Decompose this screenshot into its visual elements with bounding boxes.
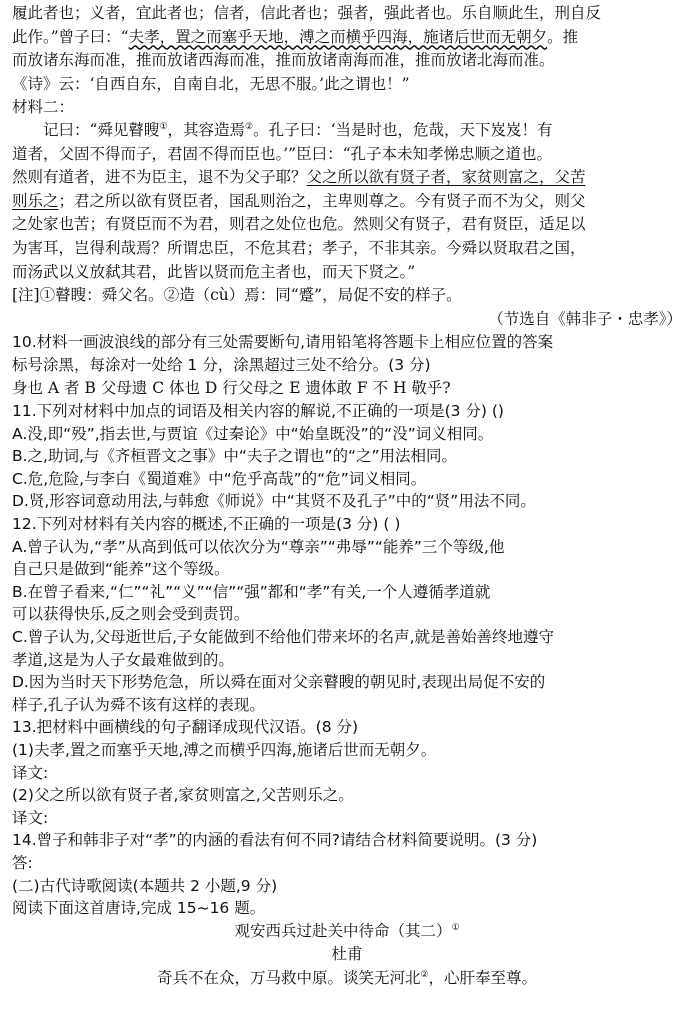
question-10-options xyxy=(12,377,682,401)
answer-label: 译文: xyxy=(12,808,49,827)
translation-sentence-2: (2)父之所以欲有贤子者,家贫则富之,父苦则乐之。 xyxy=(12,786,354,805)
text-line xyxy=(12,166,682,190)
poem-author: 杜甫 xyxy=(331,945,363,964)
answer-label: 答: xyxy=(12,853,33,872)
text-fragment: ；君之所以欲有贤臣者，国乱则治之，主卑则尊之。今有贤子而不为父，则父 xyxy=(58,191,586,210)
text-line: 而汤武以义放弑其君，此皆以贤而危主者也，而天下贤之。” xyxy=(12,262,416,281)
question-stem: 13.把材料中画横线的句子翻译成现代汉语。(8 分) xyxy=(12,718,359,737)
text-fragment: 奇兵不在众，万马救中原。谈笑无河北 xyxy=(156,968,421,987)
option-d: D.因为当时天下形势危急，所以舜在面对父亲瞽瞍的朝见时,表现出局促不安的 xyxy=(12,673,546,692)
option-b-cont: 可以获得快乐,反之则会受到责罚。 xyxy=(12,605,250,624)
poem-title-text: 观安西兵过赴关中待命（其二） xyxy=(234,921,452,940)
translation-sentence-1: (1)夫孝,置之而塞乎天地,溥之而横乎四海,施诸后世而无朝夕。 xyxy=(12,741,437,759)
material2-heading xyxy=(12,96,682,119)
footnote-marker: ① xyxy=(451,922,460,933)
option-d-cont: 样子,孔子认为舜不该有这样的表现。 xyxy=(12,695,265,714)
source-citation: （节选自《韩非子・忠孝》） xyxy=(488,309,682,328)
wavy-underlined-passage: 夫孝，置之而塞乎天地，溥之而横乎四海，施诸后世而无朝夕 xyxy=(128,27,548,46)
text-fragment: ，心肝奉至尊。 xyxy=(428,968,538,987)
section-instruction: 阅读下面这首唐诗,完成 15~16 题。 xyxy=(12,899,266,918)
option-c: C.曾子认为,父母逝世后,子女能做到不给他们带来坏的名声,就是善始善终地遵守 xyxy=(12,628,555,647)
text-fragment: 然则有道者，进不为臣主，退不为父子耶？ xyxy=(12,168,307,187)
option-c: C.危,危险,与李白《蜀道难》中“危乎高哉”的“危”词义相同。 xyxy=(12,469,427,488)
text-line xyxy=(12,190,682,214)
option-b: B.之,助词,与《齐桓晋文之事》中“夫子之谓也”的“之”用法相同。 xyxy=(12,447,458,466)
option-c-cont: 孝道,这是为人子女最难做到的。 xyxy=(12,650,234,669)
text-line xyxy=(12,119,682,143)
text-line: 《诗》云：‘自西自东，自南自北，无思不服。’此之谓也！” xyxy=(12,74,410,93)
material2-body xyxy=(12,119,682,331)
text-fragment: 。推 xyxy=(547,27,579,46)
option-a: A.没,即“殁”,指去世,与贾谊《过秦论》中“始皇既没”的“没”词义相同。 xyxy=(12,424,494,443)
text-line: 为害耳，岂得利哉焉？所谓忠臣，不危其君；孝子，不非其亲。今舜以贤取君之国， xyxy=(12,238,586,257)
option-a: A.曾子认为,“孝”从高到低可以依次分为“尊亲”“弗辱”“能养”三个等级,他 xyxy=(12,537,505,556)
question-stem: 14.曾子和韩非子对“孝”的内涵的看法有何不同?请结合材料简要说明。(3 分) xyxy=(12,831,538,850)
footnote-marker: ② xyxy=(420,969,429,980)
question-12 xyxy=(12,513,682,716)
poem xyxy=(12,920,682,991)
section-heading: (二)古代诗歌阅读(本题共 2 小题,9 分) xyxy=(12,876,278,895)
text-line: 道者，父固不得而子，君固不得而臣也。’”臣曰：“孔子本未知孝悌忠顺之道也。 xyxy=(12,144,553,163)
sentence-break-options: 身也 A 者 B 父母遗 C 体也 D 行父母之 E 遗体敢 F 不 H 敬乎? xyxy=(12,378,451,397)
answer-label: 译文: xyxy=(12,763,49,782)
footnote-marker: ② xyxy=(245,121,254,132)
question-13 xyxy=(12,716,682,829)
text-fragment: ，其容造焉 xyxy=(167,120,246,139)
text-line: 履此者也；义者，宜此者也；信者，信此者也；强者，强此者也。乐自顺此生，刑自反 xyxy=(12,4,602,22)
option-a-cont: 自己只是做到“能养”这个等级。 xyxy=(12,560,230,579)
poem-line xyxy=(12,967,682,991)
question-10 xyxy=(12,331,682,376)
footnote: [注]①瞽瞍：舜父名。②造（cù）焉：同“蹙”，局促不安的样子。 xyxy=(12,286,462,305)
question-stem: 12.下列对材料有关内容的概述,不正确的一项是(3 分) ( ) xyxy=(12,515,401,534)
question-stem: 11.下列对材料中加点的词语及相关内容的解说,不正确的一项是(3 分) () xyxy=(12,402,504,421)
material1-tail xyxy=(12,2,682,96)
section-2 xyxy=(12,875,682,920)
section-heading: 材料二： xyxy=(12,98,75,117)
text-line: 而放诸东海而准，推而放诸西海而准，推而放诸南海而准，推而放诸北海而准。 xyxy=(12,51,555,70)
option-d: D.贤,形容词意动用法,与韩愈《师说》中“其贤不及孔子”中的“贤”用法不同。 xyxy=(12,492,536,511)
question-11 xyxy=(12,400,682,513)
footnote-marker: ① xyxy=(159,121,168,132)
text-fragment: 。孔子曰：‘当是时也，危哉，天下岌岌！有 xyxy=(253,120,553,139)
question-stem: 标号涂黑，每涂对一处给 1 分，涂黑超过三处不给分。(3 分) xyxy=(12,355,431,374)
underlined-sentence: 父之所以欲有贤子者，家贫则富之，父苦 xyxy=(306,168,586,187)
question-stem: 10.材料一画波浪线的部分有三处需要断句,请用铅笔将答题卡上相应位置的答案 xyxy=(12,333,554,352)
text-line xyxy=(12,26,682,50)
text-fragment: 此作。”曾子曰：“ xyxy=(12,27,129,46)
text-fragment: 记曰：“舜见瞽瞍 xyxy=(43,120,160,139)
underlined-sentence: 则乐之 xyxy=(12,191,59,210)
option-b: B.在曾子看来,“仁”“礼”“义”“信”“强”都和“孝”有关,一个人遵循孝道就 xyxy=(12,582,491,601)
question-14 xyxy=(12,829,682,874)
poem-title xyxy=(12,920,682,944)
text-line: 之处家也苦；有贤臣而不为君，则君之处位也危。然则父有贤子，君有贤臣，适足以 xyxy=(12,215,586,234)
